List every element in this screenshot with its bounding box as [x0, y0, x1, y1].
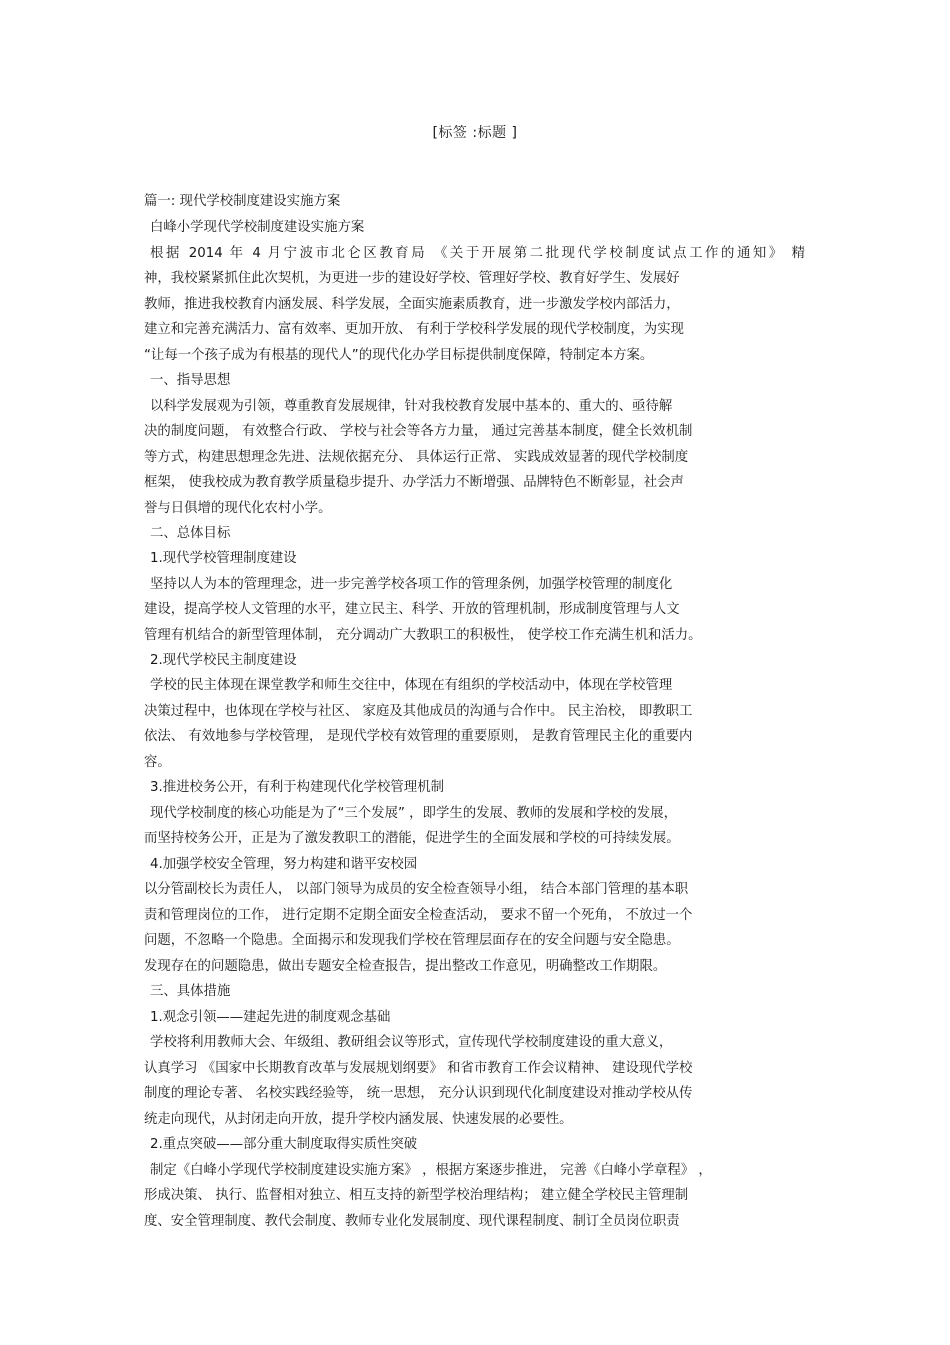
subsection-heading: 2.重点突破——部分重大制度取得实质性突破 [150, 1137, 418, 1152]
subsection-heading: 1.观念引领——建起先进的制度观念基础 [150, 1010, 391, 1025]
paragraph-line: 神，我校紧紧抓住此次契机，为更进一步的建设好学校、管理好学校、教育好学生、发展好 [144, 271, 680, 286]
paragraph-line: 统走向现代，从封闭走向开放，提升学校内涵发展、快速发展的必要性。 [144, 1112, 573, 1127]
paragraph-line: 决策过程中，也体现在学校与社区、 家庭及其他成员的沟通与合作中。 民主治校， 即教职工 [144, 704, 693, 719]
section-heading: 一、指导思想 [150, 373, 231, 388]
paragraph-line: 建立和完善充满活力、富有效率、更加开放、 有利于学校科学发展的现代学校制度，为实现 [144, 322, 684, 337]
paragraph-line: “让每一个孩子成为有根基的现代人”的现代化办学目标提供制度保障，特制定本方案。 [144, 348, 654, 363]
paragraph-line: 现代学校制度的核心功能是为了“三个发展” ，即学生的发展、教师的发展和学校的发展， [150, 806, 677, 821]
subsection-heading: 4.加强学校安全管理，努力构建和谐平安校园 [150, 857, 418, 872]
paragraph-line: 容。 [144, 755, 171, 770]
page-header: [标签 :标题 ] [432, 125, 518, 141]
paragraph-line: 以科学发展观为引领，尊重教育发展规律，针对我校教育发展中基本的、重大的、亟待解 [150, 399, 673, 414]
section-heading: 二、总体目标 [150, 526, 231, 541]
paragraph-line: 誉与日俱增的现代化农村小学。 [144, 501, 332, 516]
paragraph-line: 制度的理论专著、 名校实践经验等， 统一思想， 充分认识到现代化制度建设对推动学校从传 [144, 1086, 693, 1101]
document-title: 白峰小学现代学校制度建设实施方案 [150, 220, 365, 235]
paragraph-line: 制定《白峰小学现代学校制度建设实施方案》 ，根据方案逐步推进， 完善《白峰小学章程》 ， [150, 1163, 712, 1178]
paragraph-line: 形成决策、 执行、监督相对独立、相互支持的新型学校治理结构； 建立健全学校民主管理制 [144, 1188, 689, 1203]
paragraph-line: 学校将利用教师大会、年级组、教研组会议等形式，宣传现代学校制度建设的重大意义， [150, 1035, 673, 1050]
paragraph-line: 等方式，构建思想理念先进、法规依据充分、 具体运行正常、 实践成效显著的现代学校制度 [144, 450, 689, 465]
paragraph-line: 框架， 使我校成为教育教学质量稳步提升、办学活力不断增强、品牌特色不断彰显，社会声 [144, 475, 684, 490]
paragraph-line: 教师，推进我校教育内涵发展、科学发展，全面实施素质教育，进一步激发学校内部活力， [144, 297, 680, 312]
subsection-heading: 1.现代学校管理制度建设 [150, 551, 297, 566]
paragraph-line: 建设，提高学校人文管理的水平，建立民主、科学、开放的管理机制，形成制度管理与人文 [144, 602, 680, 617]
paragraph-line: 根据 2014 年 4 月宁波市北仑区教育局 《关于开展第二批现代学校制度试点工作的通知》 精 [150, 246, 805, 261]
paragraph-line: 管理有机结合的新型管理体制， 充分调动广大教职工的积极性， 使学校工作充满生机和活力。 [144, 628, 702, 643]
paragraph-line: 问题，不忽略一个隐患。全面揭示和发现我们学校在管理层面存在的安全问题与安全隐患。 [144, 933, 680, 948]
chapter-title: 篇一: 现代学校制度建设实施方案 [144, 194, 341, 209]
paragraph-line: 而坚持校务公开，正是为了激发教职工的潜能，促进学生的全面发展和学校的可持续发展。 [144, 831, 680, 846]
paragraph-line: 发现存在的问题隐患，做出专题安全检查报告，提出整改工作意见，明确整改工作期限。 [144, 959, 667, 974]
paragraph-line: 以分管副校长为责任人， 以部门领导为成员的安全检查领导小组， 结合本部门管理的基本职 [144, 882, 689, 897]
paragraph-line: 坚持以人为本的管理理念，进一步完善学校各项工作的管理条例，加强学校管理的制度化 [150, 577, 673, 592]
paragraph-line: 认真学习 《国家中长期教育改革与发展规划纲要》 和省市教育工作会议精神、 建设现代学校 [144, 1061, 693, 1076]
subsection-heading: 3.推进校务公开，有利于构建现代化学校管理机制 [150, 780, 444, 795]
paragraph-line: 责和管理岗位的工作， 进行定期不定期全面安全检查活动， 要求不留一个死角， 不放过一个 [144, 908, 693, 923]
subsection-heading: 2.现代学校民主制度建设 [150, 653, 297, 668]
paragraph-line: 学校的民主体现在课堂教学和师生交往中，体现在有组织的学校活动中，体现在学校管理 [150, 678, 673, 693]
paragraph-line: 依法、 有效地参与学校管理， 是现代学校有效管理的重要原则， 是教育管理民主化的重要内 [144, 729, 693, 744]
section-heading: 三、具体措施 [150, 984, 231, 999]
paragraph-line: 度、安全管理制度、教代会制度、教师专业化发展制度、现代课程制度、制订全员岗位职责 [144, 1214, 680, 1229]
paragraph-line: 决的制度问题， 有效整合行政、 学校与社会等各方力量， 通过完善基本制度，健全长效机制 [144, 424, 693, 439]
